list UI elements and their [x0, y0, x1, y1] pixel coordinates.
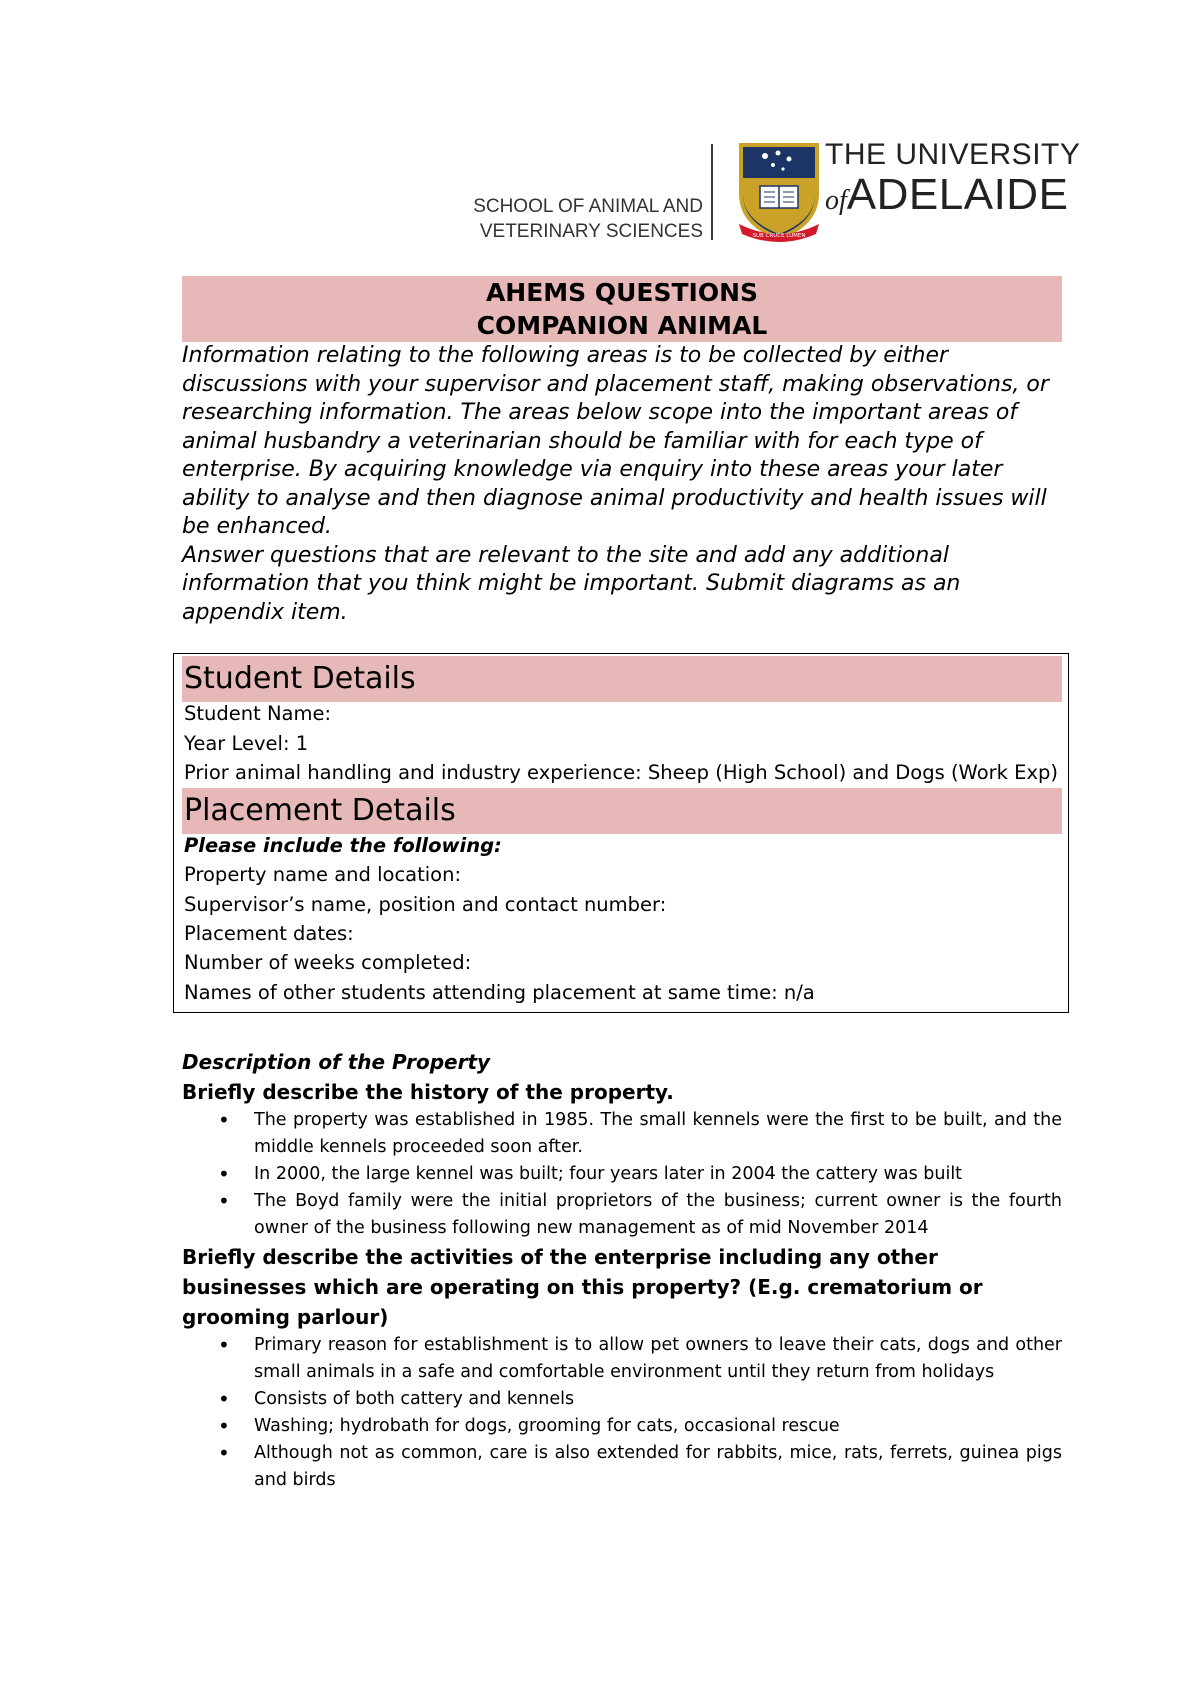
placement-dates-field: Placement dates:: [184, 922, 354, 945]
history-question: Briefly describe the history of the property.: [182, 1080, 674, 1104]
list-item: • The property was established in 1985. The small kennels were the first to be built, and the middle kennels proceeded soon after.: [254, 1107, 1062, 1161]
university-name-line1: THE UNIVERSITY: [825, 138, 1081, 171]
placement-details-heading-text: Placement Details: [184, 793, 456, 828]
year-level-field: Year Level: 1: [184, 732, 309, 755]
student-details-heading: [182, 656, 1062, 702]
header-divider: [711, 144, 713, 240]
details-box: [173, 653, 1069, 1013]
experience-field: Prior animal handling and industry experience: Sheep (High School) and Dogs (Work Exp): [184, 761, 1058, 784]
intro-paragraph-2: Answer questions that are relevant to the site and add any additional information that you think might be important. Submit diagrams as an appendix item.: [182, 542, 961, 625]
crest-motto: SUB CRUCE LUMEN: [752, 233, 806, 239]
other-students-field: Names of other students attending placement at same time: n/a: [184, 981, 815, 1004]
title-line2: COMPANION ANIMAL: [476, 311, 768, 340]
property-description-section: [182, 1047, 1062, 1494]
history-answer-list: [182, 1107, 1062, 1242]
weeks-completed-field: Number of weeks completed:: [184, 951, 472, 974]
list-item: • Primary reason for establishment is to allow pet owners to leave their cats, dogs and other small animals in a safe and comfortable environment until they return from holidays: [254, 1332, 1062, 1386]
title-line1: AHEMS QUESTIONS: [485, 278, 759, 307]
activities-question: Briefly describe the activities of the enterprise including any other businesses which are operating on this property? (E.g. crematorium or grooming parlour): [182, 1245, 983, 1329]
supervisor-field: Supervisor’s name, position and contact number:: [184, 893, 667, 916]
university-name-line2: [825, 170, 1068, 220]
student-details-heading-text: Student Details: [184, 661, 416, 696]
placement-instruction: Please include the following:: [184, 834, 502, 857]
list-item: • Consists of both cattery and kennels: [254, 1386, 1062, 1413]
document-title: [182, 276, 1062, 342]
activities-answer-list: [182, 1332, 1062, 1494]
university-crest-icon: [738, 142, 820, 242]
list-item: • Although not as common, care is also extended for rabbits, mice, rats, ferrets, guinea pigs and birds: [254, 1440, 1062, 1494]
list-item: • Washing; hydrobath for dogs, grooming for cats, occasional rescue: [254, 1413, 1062, 1440]
intro-paragraph-1: Information relating to the following areas is to be collected by either discussions with your supervisor and placement staff, making observations, or researching information. The areas below scope into the important areas of animal husbandry a veterinarian should be familiar with for each type of enterprise. By acquiring knowledge via enquiry into these areas your later ability to analyse and then diagnose animal productivity and health issues will be enhanced.: [182, 343, 1049, 539]
property-field: Property name and location:: [184, 863, 462, 886]
school-name-line1: SCHOOL OF ANIMAL AND: [473, 196, 703, 217]
school-name-line2: VETERINARY SCIENCES: [479, 221, 703, 242]
student-name-field: Student Name:: [184, 702, 332, 725]
placement-details-heading: [182, 788, 1062, 834]
intro-text: [182, 342, 1062, 627]
list-item: • The Boyd family were the initial proprietors of the business; current owner is the fourth owner of the business following new management as of mid November 2014: [254, 1188, 1062, 1242]
university-of: of: [825, 185, 847, 216]
list-item: • In 2000, the large kennel was built; four years later in 2004 the cattery was built: [254, 1161, 1062, 1188]
university-name: ADELAIDE: [846, 170, 1069, 219]
school-name: [473, 194, 703, 244]
description-heading: Description of the Property: [182, 1050, 491, 1074]
